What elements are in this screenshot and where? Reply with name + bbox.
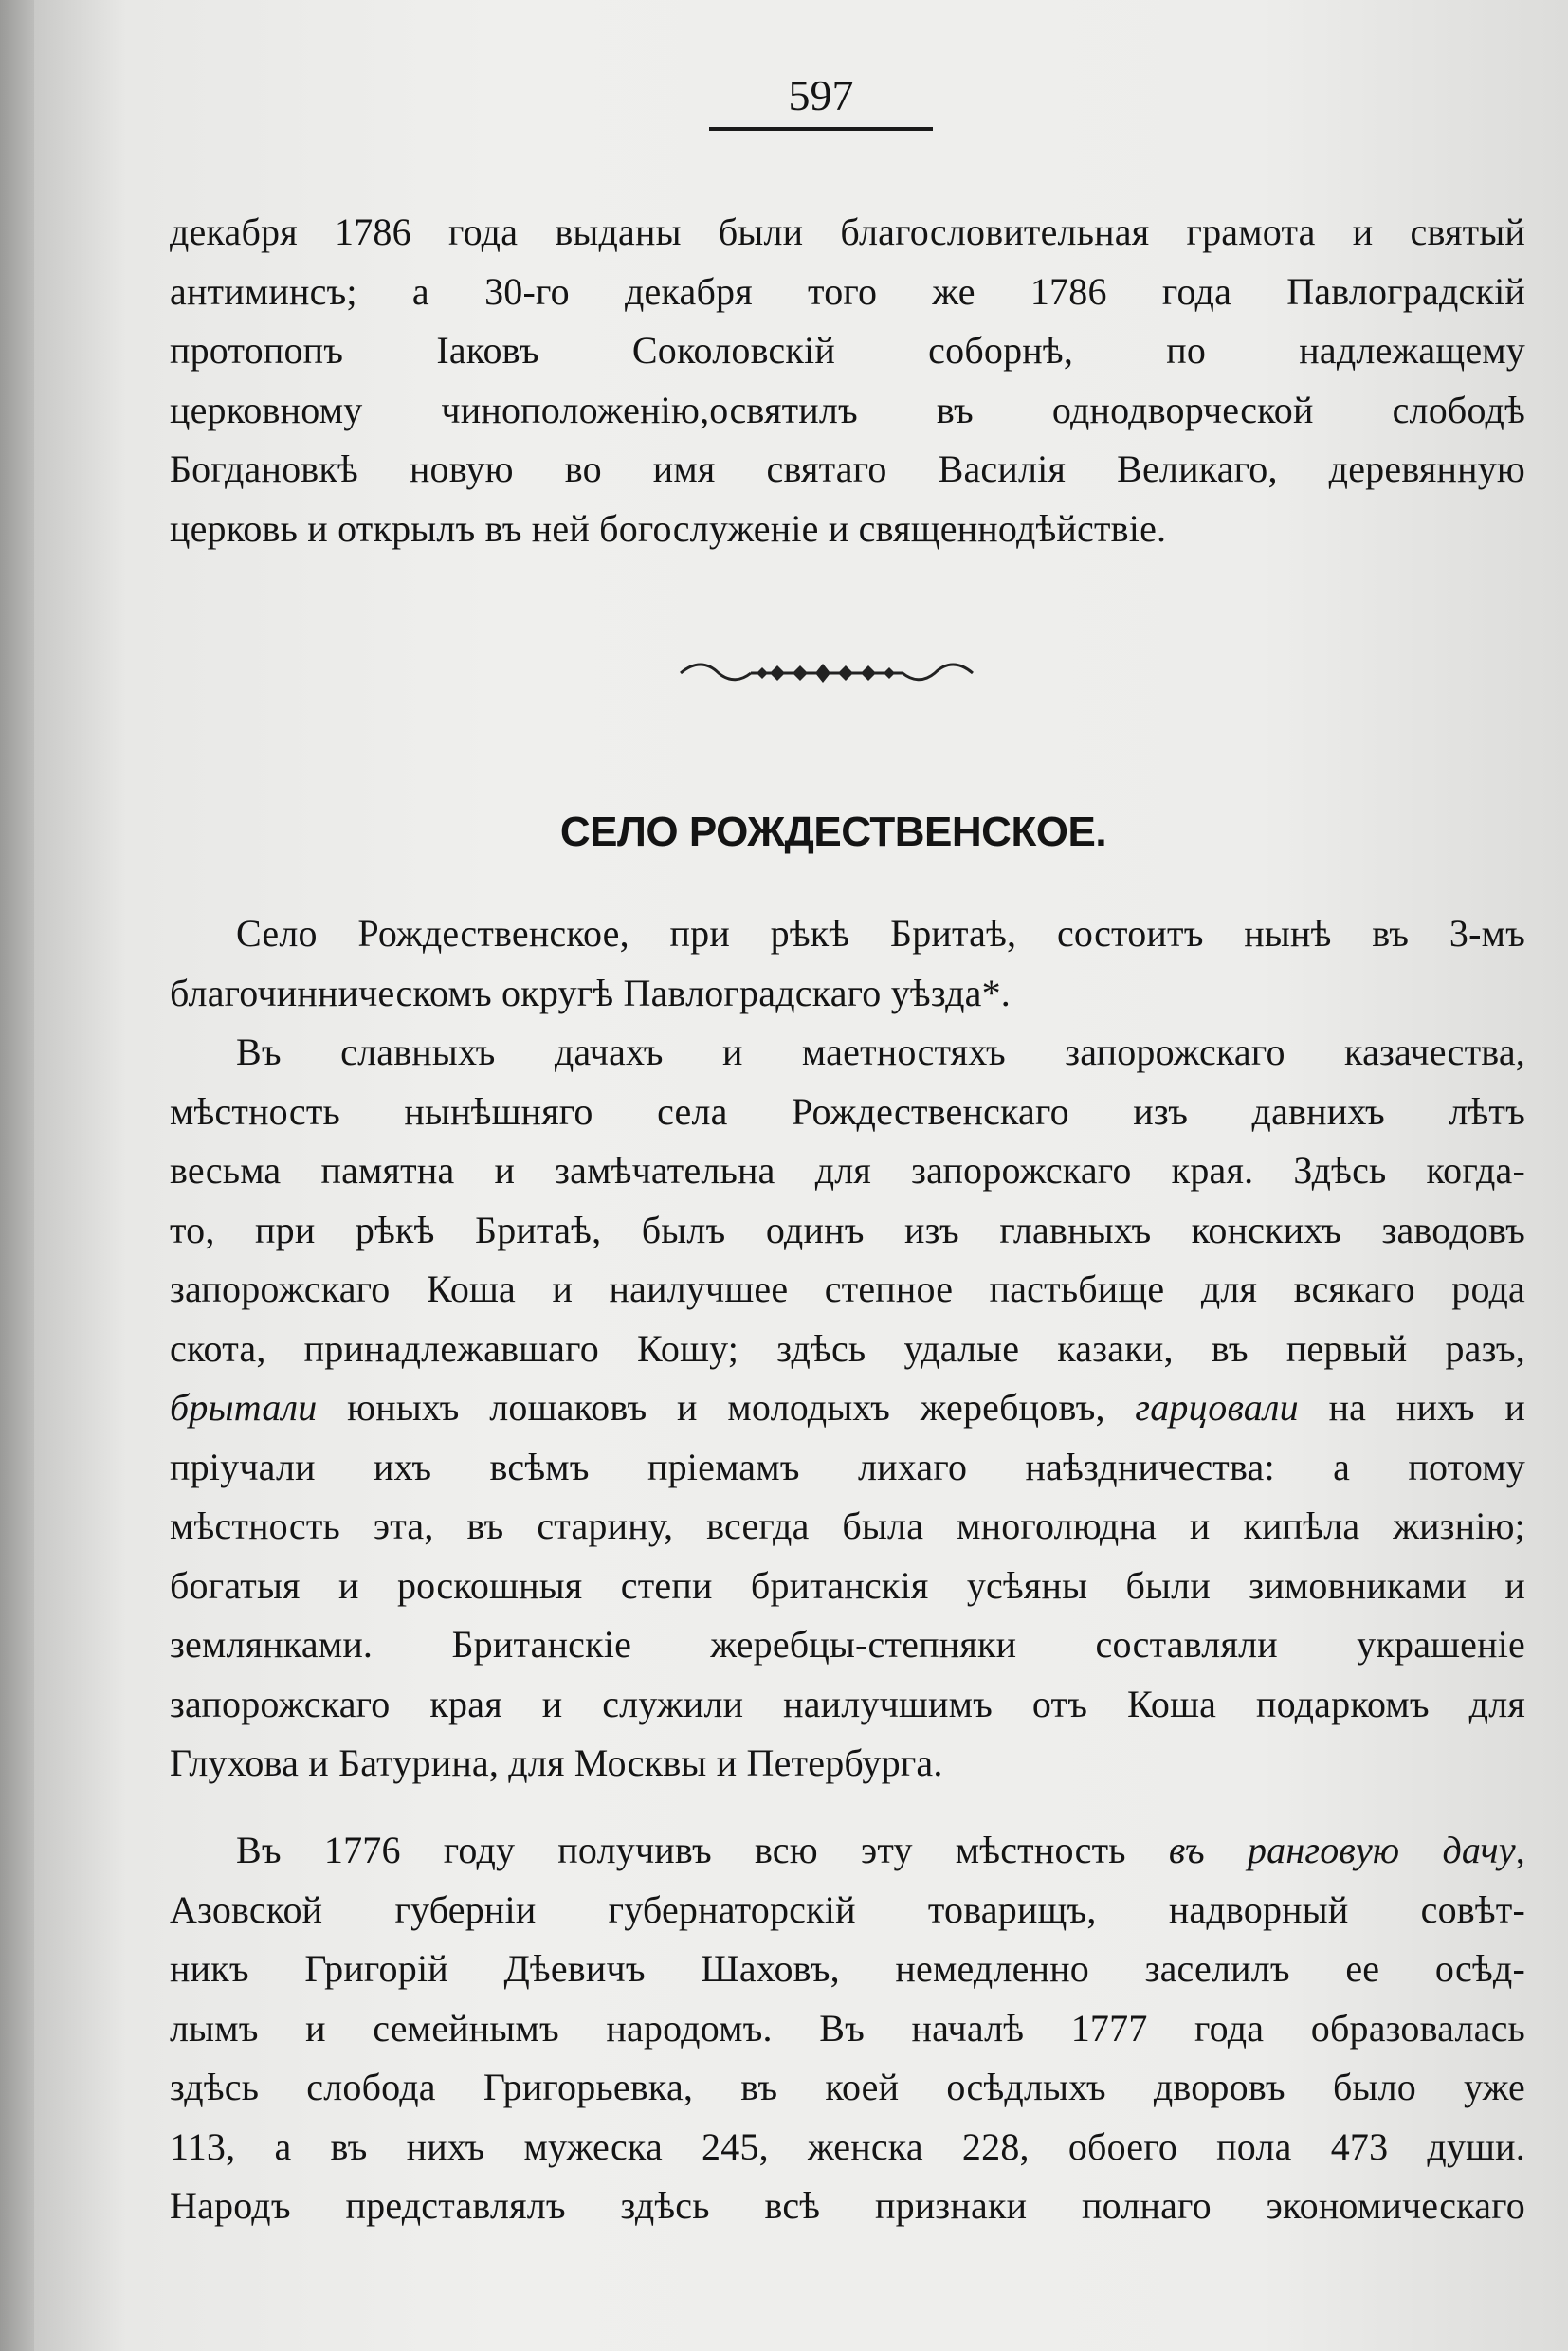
paragraph-2 [170,1023,1525,1794]
book-page [34,0,1568,2351]
paragraph-3 [170,1821,1525,2236]
text-run: на нихъ и [1298,1386,1525,1429]
text-line: никъ Григорій Дѣевичъ Шаховъ, немедленно заселилъ ее осѣд- [170,1947,1525,1990]
text-line: то, при рѣкѣ Бритаѣ, былъ одинъ изъ главныхъ конскихъ заводовъ [170,1208,1525,1251]
text-line: 113, а въ нихъ мужеска 245, женска 228, обоего пола 473 души. [170,2124,1525,2168]
text-line: запорожскаго края и служили наилучшимъ отъ Коша подаркомъ для [170,1682,1525,1725]
text-line-mixed [170,1378,1525,1438]
paragraph-1 [170,904,1525,1023]
text-line: Въ славныхъ дачахъ и маетностяхъ запорожскаго казачества, [236,1030,1525,1073]
text-line: благочинническомъ округѣ Павлоградскаго уѣзда*. [170,971,1011,1014]
text-run: Въ 1776 году получивъ всю эту мѣстность [236,1829,1169,1871]
text-line: декабря 1786 года выданы были благословительная грамота и святый [170,210,1525,253]
text-line: церковному чиноположенію,освятилъ въ однодворческой слободѣ [170,388,1525,431]
book-gutter-shadow [0,0,34,2351]
text-line: Село Рождественское, при рѣкѣ Бритаѣ, состоитъ нынѣ въ 3-мъ [236,912,1525,955]
text-line: Азовской губерніи губернаторскій товарищъ, надворный совѣт- [170,1887,1525,1931]
text-line: Глухова и Батурина, для Москвы и Петербурга. [170,1741,943,1784]
section-heading: СЕЛО РОЖДЕСТВЕНСКОЕ. [559,809,1107,855]
text-run: , [1515,1829,1525,1871]
text-line: богатыя и роскошныя степи британскія усѣяны были зимовниками и [170,1563,1525,1607]
text-line-mixed [170,1821,1525,1881]
text-line: Народъ представлялъ здѣсь всѣ признаки полнаго экономическаго [170,2184,1525,2227]
italic-word: брытали [170,1386,318,1429]
text-line: лымъ и семейнымъ народомъ. Въ началѣ 1777 года образовалась [170,2006,1525,2050]
text-line: здѣсь слобода Григорьевка, въ коей осѣдлыхъ дворовъ было уже [170,2066,1525,2108]
italic-word: гарцовали [1135,1386,1299,1429]
text-line: скота, принадлежавшаго Кошу; здѣсь удалые казаки, въ первый разъ, [170,1326,1525,1370]
text-line: Богдановкѣ новую во имя святаго Василія Великаго, деревянную [170,447,1525,490]
text-line: пріучали ихъ всѣмъ пріемамъ лихаго наѣздничества: а потому [170,1445,1525,1488]
ornament-divider-icon [675,654,978,692]
top-paragraph [170,203,1525,558]
text-line: мѣстность нынѣшняго села Рождественскаго изъ давнихъ лѣтъ [170,1089,1525,1133]
text-line: антиминсъ; а 30-го декабря того же 1786 года Павлоградскій [170,269,1525,313]
text-line: землянками. Британскіе жеребцы-степняки составляли украшеніе [170,1623,1525,1666]
text-run: юныхъ лошаковъ и молодыхъ жеребцовъ, [317,1386,1136,1429]
text-line: запорожскаго Коша и наилучшее степное пастьбище для всякаго рода [170,1267,1525,1310]
text-line: церковь и открылъ въ ней богослуженіе и священнодѣйствіе. [170,506,1167,550]
text-line: весьма памятна и замѣчательна для запорожскаго края. Здѣсь когда- [170,1149,1525,1192]
text-line: протопопъ Іаковъ Соколовскій соборнѣ, по надлежащему [170,329,1525,372]
page-number: 597 [709,68,933,131]
italic-phrase: въ ранговую дачу [1168,1829,1516,1871]
text-line: мѣстность эта, въ старину, всегда была многолюдна и кипѣла жизнію; [170,1504,1525,1547]
